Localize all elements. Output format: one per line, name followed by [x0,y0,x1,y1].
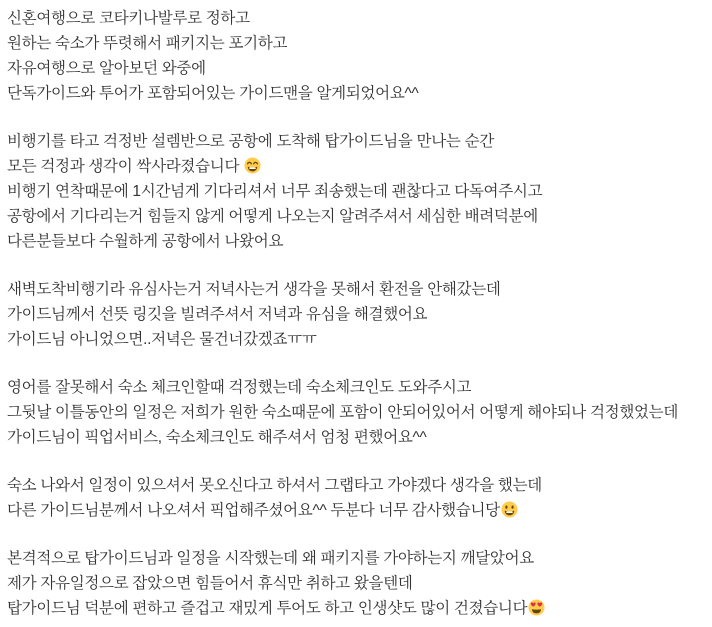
text-line: 가이드님 아니었으면..저녁은 물건너갔겠죠ㅠㅠ [7,331,317,348]
paragraph [7,546,704,621]
text-line: 숙소 나와서 일정이 있으셔서 못오신다고 하셔서 그랩타고 가야겠다 생각을 했는데 [7,477,542,494]
text-line: 자유여행으로 알아보던 와중에 [7,60,206,77]
text-line: 신혼여행으로 코타키나발루로 정하고 [7,10,250,27]
paragraph [7,6,704,106]
text-line-text: 모든 걱정과 생각이 싹사라졌습니다 [7,158,244,175]
text-line: 새벽도착비행기라 유심사는거 저녁사는거 생각을 못해서 환전을 안해갔는데 [7,281,501,298]
text-line: 비행기를 타고 걱정반 설렘반으로 공항에 도착해 탑가이드님을 만나는 순간 [7,133,494,150]
smiling-face-open-mouth-smiling-eyes-emoji-icon [244,157,261,174]
text-line: 본격적으로 탑가이드님과 일정을 시작했는데 왜 패키지를 가야하는지 깨달았어요 [7,550,534,567]
paragraph [7,129,704,254]
text-line: 비행기 연착때문에 1시간넘게 기다리셔서 너무 죄송했는데 괜찮다고 다독여주시고 [7,183,543,200]
text-line-text: 다른 가이드님분께서 나오셔서 픽업해주셨어요^^ 두분다 너무 감사했습니당 [7,502,500,519]
text-line: 가이드님이 픽업서비스, 숙소체크인도 해주셔서 엄청 편했어요^^ [7,429,427,446]
smiling-face-heart-eyes-emoji-icon [528,599,545,616]
text-line: 그뒷날 이틀동안의 일정은 저희가 원한 숙소때문에 포함이 안되어있어서 어떻게 해야되나 걱정했었는데 [7,404,679,421]
text-line [7,154,704,179]
text-line: 영어를 잘못해서 숙소 체크인할때 걱정했는데 숙소체크인도 도와주시고 [7,379,472,396]
paragraph [7,375,704,450]
paragraph [7,473,704,523]
text-line-text: 탑가이드님 덕분에 편하고 즐겁고 재밌게 투어도 하고 인생샷도 많이 건졌습니다 [7,600,528,617]
text-line: 단독가이드와 투어가 포함되어있는 가이드맨을 알게되었어요^^ [7,85,419,102]
text-line: 공항에서 기다리는거 힘들지 않게 어떻게 나오는지 알려주셔서 세심한 배려덕분에 [7,208,538,225]
text-line [7,498,704,523]
text-line: 제가 자유일정으로 잡았으면 힘들어서 휴식만 취하고 왔을텐데 [7,575,413,592]
text-line: 가이드님께서 선뜻 링깃을 빌려주셔서 저녁과 유심을 해결했어요 [7,306,428,323]
paragraph [7,277,704,352]
text-line [7,596,704,621]
text-line: 원하는 숙소가 뚜렷해서 패키지는 포기하고 [7,35,288,52]
grinning-face-emoji-icon [501,501,518,518]
text-line: 다른분들보다 수월하게 공항에서 나왔어요 [7,233,284,250]
